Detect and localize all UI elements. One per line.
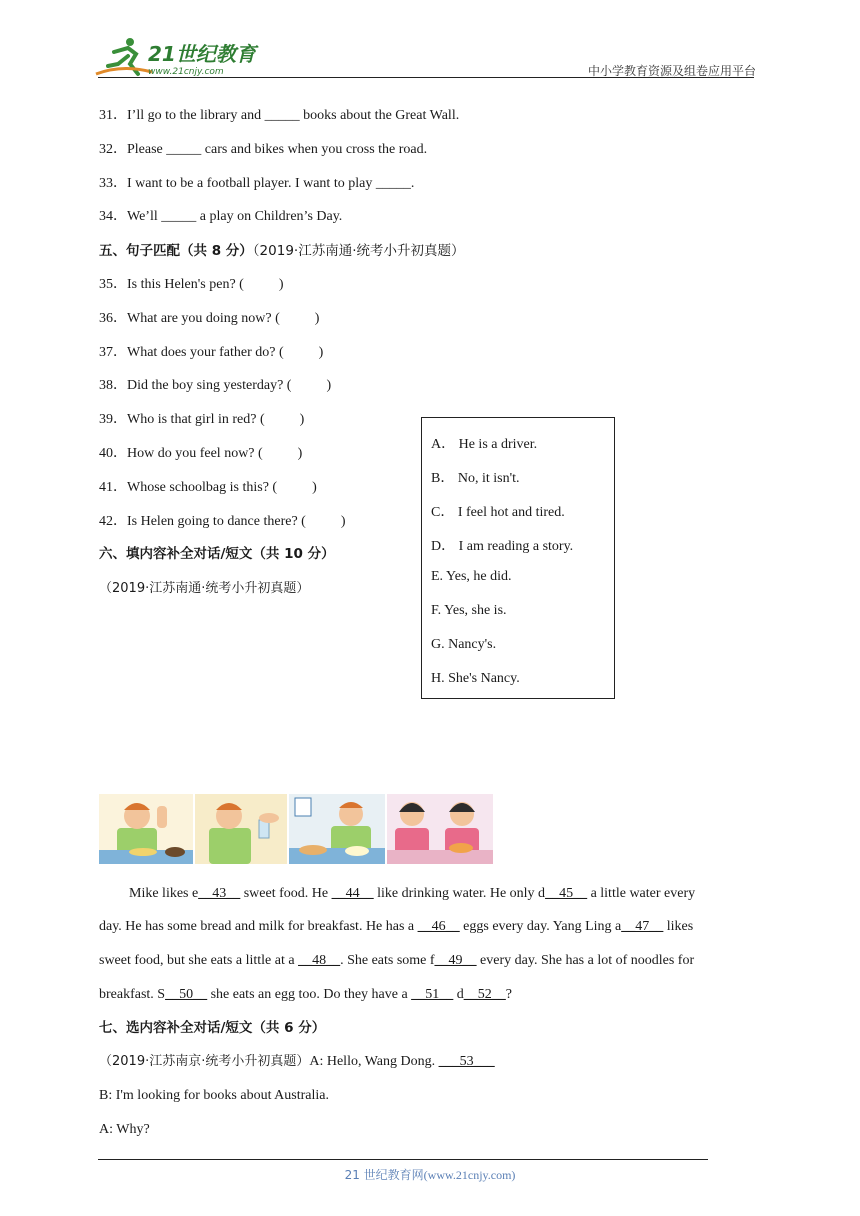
question-35: 35．Is this Helen's pen? ( ) [99, 277, 284, 292]
yang-ling-eating-image [387, 794, 493, 864]
answer-options-box [421, 417, 615, 699]
question-38: 38．Did the boy sing yesterday? ( ) [99, 378, 332, 393]
question-32: 32．Please _____ cars and bikes when you cross the road. [99, 142, 428, 157]
mike-refusing-water-image [195, 794, 287, 864]
passage-line-1: Mike likes e__43__ sweet food. He __44__ like drinking water. He only d__45__ a little water every [129, 886, 696, 901]
mike-refusing-sweets-image [99, 794, 193, 864]
mike-eating-breakfast-image [289, 794, 385, 864]
question-40: 40．How do you feel now? ( ) [99, 446, 303, 461]
question-41: 41．Whose schoolbag is this? ( ) [99, 480, 317, 495]
option-e: E. Yes, he did. [431, 569, 512, 584]
option-h: H. She's Nancy. [431, 671, 520, 686]
section-7-heading: 七、选内容补全对话/短文（共 6 分） [99, 1020, 326, 1036]
platform-name: 中小学教育资源及组卷应用平台 [587, 64, 756, 78]
runner-icon [96, 38, 152, 74]
option-g: G. Nancy's. [431, 637, 497, 652]
footer-text[interactable]: 21 世纪教育网(www.21cnjy.com) [344, 1168, 516, 1182]
logo-url-text: www.21cnjy.com [148, 67, 224, 77]
option-d: D． I am reading a story. [431, 539, 574, 554]
question-42: 42．Is Helen going to dance there? ( ) [99, 514, 346, 529]
header-divider [98, 77, 754, 78]
logo-main-text: 21世纪教育 [148, 42, 256, 66]
section-5-heading: 五、句子匹配（共 8 分）（2019·江苏南通·统考小升初真题） [99, 243, 465, 259]
passage-line-2: day. He has some bread and milk for breakfast. He has a __46__ eggs every day. Yang Ling a__47__ likes [99, 919, 694, 934]
blank-50: __50__ [165, 987, 208, 1002]
site-logo [92, 34, 262, 78]
blank-45: __45__ [545, 886, 588, 901]
blank-46: __46__ [417, 919, 460, 934]
blank-47: __47__ [621, 919, 664, 934]
blank-48: __48__ [298, 953, 341, 968]
section-6-heading: 六、填内容补全对话/短文（共 10 分） [99, 546, 335, 562]
blank-52: __52__ [463, 987, 506, 1002]
dialog-line-1: （2019·江苏南京·统考小升初真题）A: Hello, Wang Dong. ___53___ [99, 1054, 495, 1069]
blank-51: __51__ [411, 987, 454, 1002]
footer-divider [98, 1159, 708, 1160]
blank-49: __49__ [434, 953, 477, 968]
question-39: 39．Who is that girl in red? ( ) [99, 412, 305, 427]
option-b: B． No, it isn't. [431, 471, 520, 486]
question-34: 34．We’ll _____ a play on Children’s Day. [99, 209, 343, 224]
question-36: 36．What are you doing now? ( ) [99, 311, 320, 326]
question-33: 33．I want to be a football player. I want to play _____. [99, 176, 415, 191]
option-c: C． I feel hot and tired. [431, 505, 565, 520]
question-37: 37．What does your father do? ( ) [99, 345, 324, 360]
question-31: 31．I’ll go to the library and _____ books about the Great Wall. [99, 108, 460, 123]
passage-line-4: breakfast. S__50__ she eats an egg too. Do they have a __51__ d__52__? [99, 987, 512, 1002]
option-a: A． He is a driver. [431, 437, 538, 452]
dialog-line-3: A: Why? [99, 1122, 150, 1137]
cartoon-illustrations [99, 794, 493, 864]
dialog-line-2: B: I'm looking for books about Australia. [99, 1088, 330, 1103]
blank-43: __43__ [198, 886, 241, 901]
section-6-source: （2019·江苏南通·统考小升初真题） [99, 581, 310, 596]
option-f: F. Yes, she is. [431, 603, 507, 618]
blank-53: ___53___ [438, 1054, 495, 1069]
blank-44: __44__ [331, 886, 374, 901]
passage-line-3: sweet food, but she eats a little at a __48__. She eats some f__49__ every day. She has a lot of noodles for [99, 953, 695, 968]
